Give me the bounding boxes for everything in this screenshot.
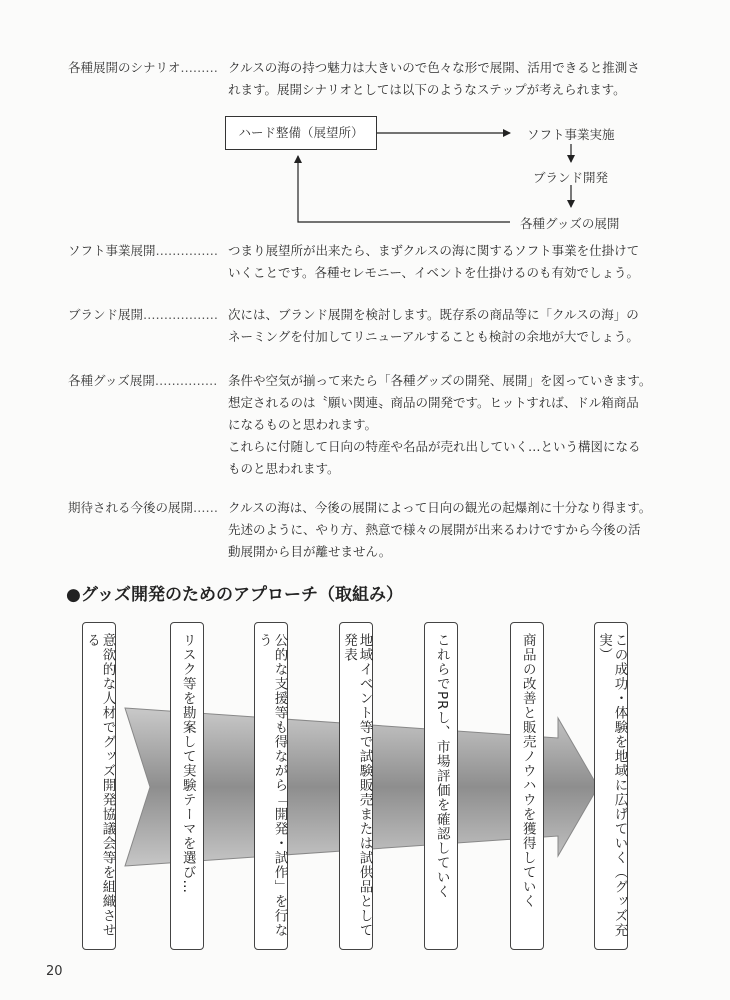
approach-step-2: リスク等を勘案して実験テーマを選び… bbox=[170, 622, 204, 950]
body-brand: 次には、ブランド展開を検討します。既存系の商品等に「クルスの海」の ネーミングを付加してリニューアルすることも検討の余地が大でしょう。 bbox=[228, 307, 639, 344]
step-brand-label: ブランド開発 bbox=[533, 170, 609, 185]
approach-step-7: この成功・体験を地域に広げていく（グッズ充実） bbox=[594, 622, 628, 950]
term-brand: ブランド展開……………… bbox=[68, 307, 219, 322]
approach-step-3: 公的な支援等も得ながら「開発・試作」を行なう bbox=[254, 622, 288, 950]
body-scenario: クルスの海の持つ魅力は大きいので色々な形で展開、活用できると推測さ れます。展開シナリオとしては以下のようなステップが考えられます。 bbox=[228, 60, 640, 97]
approach-step-6: 商品の改善と販売ノウハウを獲得していく bbox=[510, 622, 544, 950]
term-future: 期待される今後の展開…… bbox=[68, 500, 219, 515]
term-soft: ソフト事業展開…………… bbox=[68, 243, 219, 258]
step-soft-label: ソフト事業実施 bbox=[527, 127, 615, 142]
approach-step-1: 意欲的な人材でグッズ開発協議会等を組織させる bbox=[82, 622, 116, 950]
hard-development-box: ハード整備（展望所） bbox=[225, 116, 377, 150]
step-goods-label: 各種グッズの展開 bbox=[520, 216, 620, 231]
approach-step-5: これらでPRし、市場評価を確認していく bbox=[424, 622, 458, 950]
body-goods: 条件や空気が揃って来たら「各種グッズの開発、展開」を図っていきます。 想定されるのは〝願い関連〟商品の開発です。ヒットすれば、ドル箱商品 になるものと思われます。 これらに付随して日向の特産や名品が売れ出していく…という構図になる ものと思われます。 bbox=[228, 373, 652, 476]
page-number: 20 bbox=[46, 964, 63, 979]
approach-step-4: 地域イベント等で試験販売または試供品として発表 bbox=[339, 622, 373, 950]
term-scenario: 各種展開のシナリオ……… bbox=[68, 60, 218, 75]
body-future: クルスの海は、今後の展開によって日向の観光の起爆剤に十分なり得ます。 先述のように、やり方、熱意で様々の展開が出来るわけですから今後の活 動展開から目が離せません。 bbox=[228, 500, 652, 559]
approach-title: ●グッズ開発のためのアプローチ（取組み） bbox=[66, 585, 403, 605]
body-soft: つまり展望所が出来たら、まずクルスの海に関するソフト事業を仕掛けて いくことです。各種セレモニー、イベントを仕掛けるのも有効でしょう。 bbox=[228, 243, 640, 280]
term-goods: 各種グッズ展開…………… bbox=[68, 373, 218, 388]
